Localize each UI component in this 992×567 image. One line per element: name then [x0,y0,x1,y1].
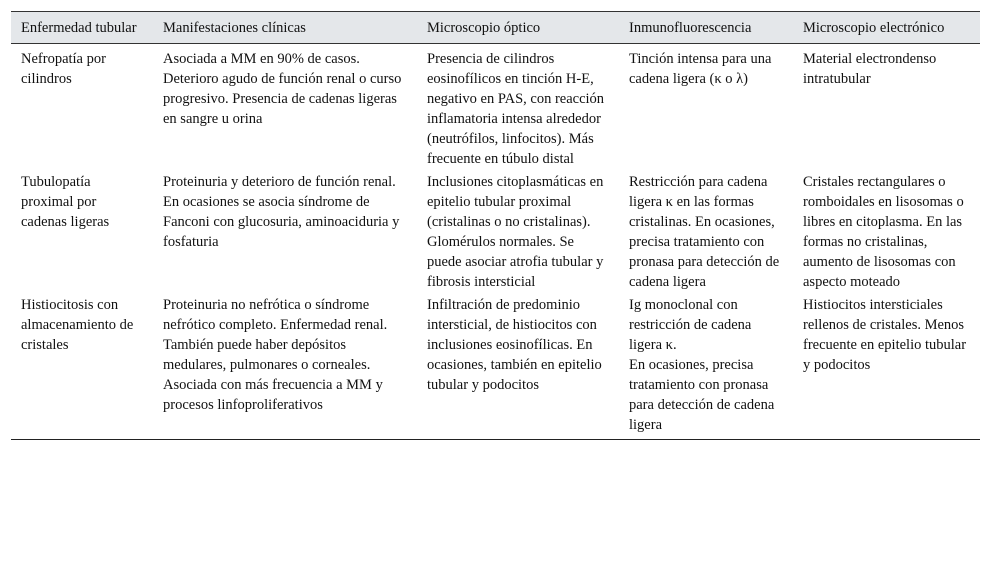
cell-immunofluorescence: Tinción intensa para una cadena ligera (κ o λ) [629,51,772,87]
cell-disease: Histiocitosis con almacenamiento de cristales [21,297,134,353]
cell-electron: Histiocitos intersticiales rellenos de cristales. Menos frecuente en epitelio tubular y podocitos [803,297,967,373]
cell-clinical: Proteinuria y deterioro de función renal. En ocasiones se asocia síndrome de Fanconi con glucosuria, aminoaciduria y fosfaturia [163,174,400,250]
header-row [11,12,980,44]
cell-electron: Cristales rectangulares o romboidales en lisosomas o libres en citoplasma. En las formas no cristalinas, aumento de lisosomas con aspecto moteado [803,174,964,290]
cell-disease: Nefropatía por cilindros [21,51,106,87]
table-row [11,169,980,292]
table-header [11,12,980,44]
table-row [11,44,980,170]
cell-clinical: Proteinuria no nefrótica o síndrome nefrótico completo. Enfermedad renal. También puede haber depósitos medulares, pulmonares o corneales. Asociada con más frecuencia a MM y procesos linfoproliferativos [163,297,388,413]
table-row [11,292,980,439]
table-body [11,44,980,440]
header-clinical-manifestations: Manifestaciones clínicas [153,12,417,44]
cell-optical: Inclusiones citoplasmáticas en epitelio tubular proximal (cristalinas o no cristalinas). Glomérulos normales. Se puede asociar atrofia tubular y fibrosis intersticial [427,174,604,290]
cell-immunofluorescence [619,292,793,439]
cell-immunofluorescence-line: Ig monoclonal con restricción de cadena ligera κ. [629,297,752,353]
cell-disease: Tubulopatía proximal por cadenas ligeras [21,174,110,230]
cell-immunofluorescence-line: En ocasiones, precisa tratamiento con pronasa para detección de cadena ligera [629,357,775,433]
cell-optical: Infiltración de predominio intersticial, de histiocitos con inclusiones eosinofílicas. En ocasiones, también en epitelio tubular y podocitos [427,297,602,393]
header-optical-microscope: Microscopio óptico [417,12,619,44]
header-tubular-disease: Enfermedad tubular [11,12,153,44]
header-electron-microscope: Microscopio electrónico [793,12,980,44]
header-immunofluorescence: Inmunofluorescencia [619,12,793,44]
cell-electron: Material electrondenso intratubular [803,51,937,87]
cell-optical: Presencia de cilindros eosinofílicos en tinción H-E, negativo en PAS, con reacción inflamatoria intensa alrededor (neutrófilos, linfocitos). Más frecuente en túbulo distal [427,51,605,167]
tubular-disease-table-container [11,11,980,440]
tubular-disease-table [11,12,980,439]
cell-clinical: Asociada a MM en 90% de casos. Deterioro agudo de función renal o curso progresivo. Presencia de cadenas ligeras en sangre u orina [163,51,402,127]
cell-immunofluorescence: Restricción para cadena ligera κ en las formas cristalinas. En ocasiones, precisa tratamiento con pronasa para detección de cadena ligera [629,174,780,290]
